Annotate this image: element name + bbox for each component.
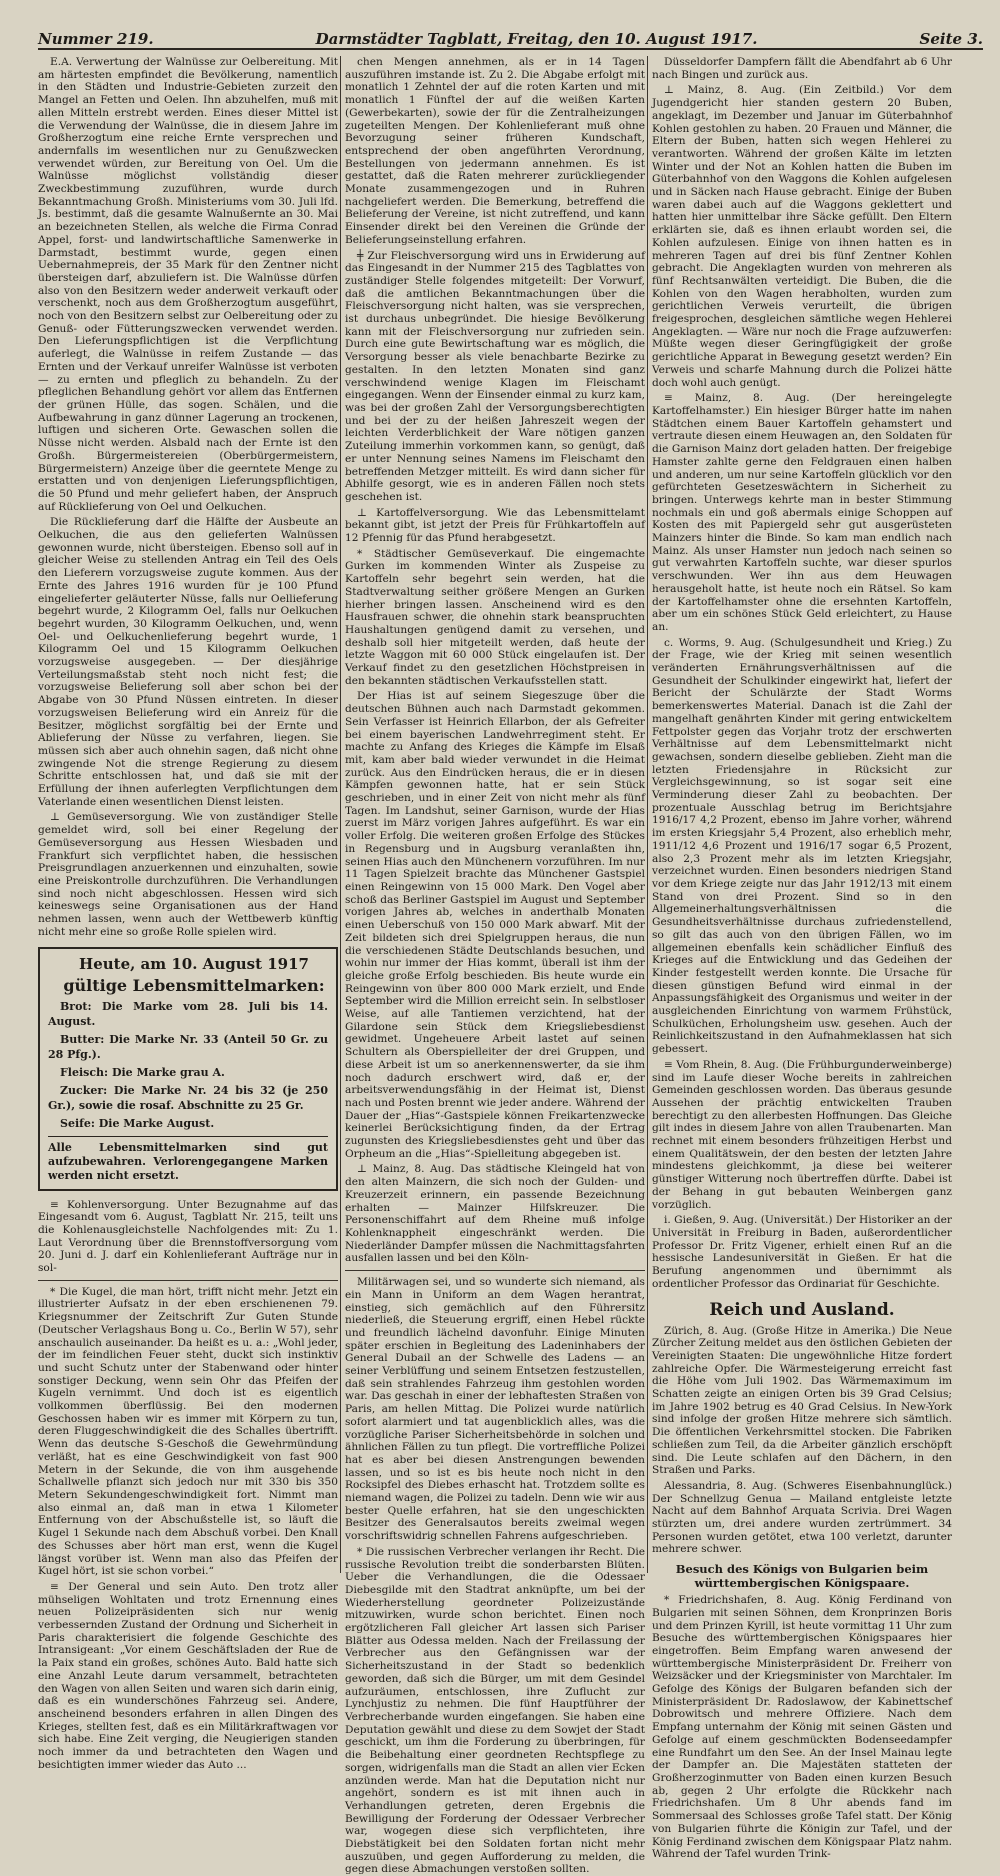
column-rule: [647, 56, 648, 1573]
box-row-fleisch: Fleisch: Die Marke grau A.: [60, 1065, 225, 1079]
divider: [38, 1280, 338, 1281]
article-vegetables: ⊥ Gemüseversorgung. Wie von zuständiger Stelle gemeldet wird, soll bei einer Regelung der Gemüseversorgung aus Hessen Wiesbaden und Frankfurt sich verpflichtet haben, die hessischen Preisgrundlagen anzuerkennen und einzuhalten, sowie eine Preiskontrolle durchzuführen. Die Verhandlungen sind noch nicht abgeschlossen. Hessen wird sich keineswegs seine Organisationen aus der Hand nehmen lassen, wenn auch der Wettbewerb künftig nicht mehr eine so große Rolle spielen wird.: [38, 811, 338, 938]
article-russian-criminals: * Die russischen Verbrecher verlangen ihr Recht. Die russische Revolution treibt die sonderbarsten Blüten. Ueber die Verhandlungen, die die Odessaer Diebesgilde mit den Stadtrat anknüpfte, um bei der Wiederherstellung geordneter Polizeizustände mitzuwirken, wurde schon berichtet. Einen noch ergötzlicheren Fall gleicher Art lassen sich Pariser Blätter aus Odessa melden. Nach der Freilassung der Verbrecher aus den Gefängnissen war der Sicherheitszustand in der Stadt so bedenklich geworden, daß sich die Bürger, um mit dem Gesindel aufzuräumen, entschlossen, ihre Zuflucht zur Lynchjustiz zu nehmen. Die fünf Hauptführer der Verbrecherbande wurden eingefangen. Sie haben eine Deputation gewählt und diese zu dem Sowjet der Stadt geschickt, um ihm die Forderung zu überbringen, für die Beibehaltung einer geordneten Rechtspflege zu sorgen, widrigenfalls man die Stadt an allen vier Ecken anzünden werde. Man hat die Deputation nicht nur angehört, sondern es ist mit ihnen auch in Verhandlungen getreten, deren Ergebnis die Bewilligung der Forderung der Odessaer Verbrecher war, wogegen diese sich verpflichteten, ihre Diebstätigkeit bei den Soldaten fortan nicht mehr auszuüben, und gegen Aufforderung zu melden, die gegen diese Abmachungen verstoßen sollten.: [345, 1545, 645, 1876]
article-walnuts: E.A. Verwertung der Walnüsse zur Oelbereitung. Mit am härtesten empfindet die Bevölkerung, namentlich in den Städten und Industrie-Gebieten zurzeit den Mangel an Fetten und Oelen. Ihn abzuhelfen, muß mit allen Mitteln erstrebt werden. Eines dieser Mittel ist die Verwendung der Walnüsse, die in diesem Jahre im Großherzogtum eine reiche Ernte versprechen und andernfalls im wesentlichen nur zu Genußzwecken verwendet würden, zur Bereitung von Oel. Um die Walnüsse möglichst vollständig dieser Zweckbestimmung zuzuführen, wurde durch Bekanntmachung Großh. Ministeriums vom 30. Juli lfd. Js. bestimmt, daß die gesamte Walnußernte an 30. Mai an bezeichneten Stellen, als welche die Firma Conrad Appel, forst- und landwirtschaftliche Samenwerke in Darmstadt, bestimmt wurde, gegen einen Uebernahmepreis, der 35 Mark für den Zentner nicht übersteigen darf, abzuliefern ist. Die Walnüsse dürfen also von den Besitzern weder anderweit verkauft oder verschenkt, noch aus dem Großherzogtum ausgeführt, noch von den Besitzern selbst zur Oelbereitung oder zu Genuß- oder Fütterungszwecken verwendet werden. Den Lieferungspflichtigen ist die Verpflichtung auferlegt, die Walnüsse in reifem Zustande — das Ernten und der Verkauf unreifer Walnüsse ist verboten — zu ernten und pfleglich zu behandeln. Zu der pfleglichen Behandlung gehört vor allem das Entfernen der grünen Hülle, das sogen. Schälen, und die Aufbewahrung in ganz dünner Lagerung an trockenen, luftigen und sicheren Orte. Gewaschen sollen die Nüsse nicht werden. Alsbald nach der Ernte ist den Großh. Bürgermeistereien (Oberbürgermeistern, Bürgermeistern) Anzeige über die geerntete Menge zu erstatten und von denjenigen Lieferungspflichtigen, die 50 Pfund und mehr geliefert haben, der Anspruch auf Rücklieferung von Oel und Oelkuchen.: [38, 56, 338, 513]
article-bulgarian-king: * Friedrichshafen, 8. Aug. König Ferdinand von Bulgarien mit seinen Söhnen, dem Kronprinzen Boris und dem Prinzen Kyrill, ist heute vormittag 11 Uhr zum Besuche des württembergischen Königspaares hier eingetroffen. Beim Empfang waren anwesend der württembergische Ministerpräsident Dr. Freiherr von Weizsäcker und der Kriegsminister von Marchtaler. Im Gefolge des Königs der Bulgaren befanden sich der Ministerpräsident Dr. Radoslawow, der Kabinettschef Dobrowitsch und mehrere Offiziere. Nach dem Empfang unternahm der König mit seinen Gästen und Gefolge auf einem geschmückten Bodenseedampfer eine Rundfahrt um den See. An der Insel Mainau legte der Dampfer an. Die Majestäten statteten der Großherzoginmutter von Baden einen kurzen Besuch ab, gegen 2 Uhr erfolgte die Rückkehr nach Friedrichshafen. Um 8 Uhr abends fand im Sommersaal des Schlosses große Tafel statt. Der König von Bulgarien führte die Königin zur Tafel, und der König Ferdinand zwischen dem Königspaar Platz nahm. Während der Tafel wurden Trink-: [652, 1594, 952, 1861]
article-general-auto-cont: Militärwagen sei, und so wunderte sich niemand, als ein Mann in Uniform an dem Wagen herantrat, einstieg, sich gemächlich auf den Führersitz niederließ, die Steuerung ergriff, einen Hebel rückte und freundlich lächelnd davonfuhr. Einige Minuten später erschien in Begleitung des Ladeninhabers der General Dubail an der Schwelle des Ladens — an seiner Verblüffung und seinem Entsetzen festzustellen, daß sein strahlendes Fahrzeug ihm gestohlen worden war. Das geschah in einer der lebhaftesten Straßen von Paris, am hellen Mittag. Die Polizei wurde natürlich sofort alarmiert und tat augenblicklich alles, was die vorzügliche Pariser Sicherheitsbehörde in solchen und ähnlichen Fällen zu tun pflegt. Die vortreffliche Polizei hat es aber bei diesen Anstrengungen bewenden lassen, und so ist es bis heute noch nicht in den Rocksipfel des Diebes erhascht hat. Trotzdem sollte es niemand wagen, die Polizei zu tadeln. Denn wie wir aus bester Quelle erfahren, hat sie den ungeschickten Besitzer des Generalsautos bereits zweimal wegen vorschriftswidrig schnellen Fahrens aufgeschrieben.: [345, 1276, 645, 1543]
column-3: [652, 56, 952, 1861]
masthead: Darmstädter Tagblatt, Freitag, den 10. August 1917.: [315, 30, 758, 48]
article-potato-hamster: ≡ Mainz, 8. Aug. (Der hereingelegte Kartoffelhamster.) Ein hiesiger Bürger hatte im nahen Städtchen einem Bauer Kartoffeln gehamstert und vertraute diesen einem Heuwagen an, den Soldaten für die Garnison Mainz dort geladen hatten. Der freigebige Hamster zahlte gerne den Feldgrauen einen halben und anderen, um nur seine Kartoffeln glücklich vor den gefürchteten Gesetzeswächtern in Sicherheit zu bringen. Unterwegs kehrte man in bester Stimmung nochmals ein und goß abermals einige Schoppen auf Kosten des mit Papiergeld sehr gut ausgerüsteten Mainzers hinter die Binde. So kam man endlich nach Mainz. Als unser Hamster nun jedoch nach seinen so gut verwahrten Kartoffeln suchte, war dieser spurlos verschwunden. Wer ihn aus dem Heuwagen herausgeholt hatte, ist heute noch ein Rätsel. So kam der Kartoffelhamster ohne die ersehnten Kartoffeln, aber um ein schönes Stück Geld erleichtert, zu Hause an.: [652, 392, 952, 633]
article-coal-cont: chen Mengen annehmen, als er in 14 Tagen auszuführen imstande ist. Zu 2. Die Abgabe erfolgt mit monatlich 1 Zehntel der auf die roten Karten und mit monatlich 1 Fünftel der auf die weißen Karten (Gewerbekarten), sowie der für die Zentralheizungen zugeteilten Mengen. Der Kohlenlieferant muß ohne Bevorzugung seiner früheren Kundschaft, entsprechend der oben angeführten Verordnung, Bestellungen von jedermann annehmen. Es ist gestattet, daß die Raten mehrerer zurückliegender Monate zusammengezogen und in Ruhren nachgeliefert werden. Die Bemerkung, betreffend die Belieferung der Vereine, ist nicht zutreffend, und kann Einsender direkt bei den Vereinen die Gründe der Belieferungseinstellung erfahren.: [345, 56, 645, 246]
article-mainz-court: ⊥ Mainz, 8. Aug. (Ein Zeitbild.) Vor dem Jugendgericht hier standen gestern 20 Buben, angeklagt, im Dezember und Januar im Güterbahnhof Kohlen gestohlen zu haben. 20 Frauen und Männer, die Eltern der Buben, hatten sich wegen Hehlerei zu verantworten. Während der großen Kälte im letzten Winter und der Not an Kohlen hatten die Buben im Güterbahnhof von den Waggons die Kohlen aufgelesen und in Säcken nach Hause gebracht. Einige der Buben waren dabei auch auf die Waggons geklettert und hatten hier unmittelbar ihre Säcke gefüllt. Den Eltern erklärten sie, daß es ihnen erlaubt worden sei, die Kohlen aufzulesen. Einige von ihnen hatten es in mehreren Tagen auf drei bis fünf Zentner Kohlen gebracht. Die Angeklagten wurden von mehreren als fünf Rechtsanwälten verteidigt. Die Buben, die die Kohlen von den Wagen herabholten, wurden zum gerichtlichen Verweis verurteilt, die übrigen freigesprochen, desgleichen sämtliche wegen Hehlerei Angeklagten. — Wäre nur noch die Frage aufzuwerfen: Müßte wegen dieser Geringfügigkeit der große gerichtliche Apparat in Bewegung gesetzt werden? Ein Verweis und scharfe Mahnung durch die Polizei hätte doch wohl auch genügt.: [652, 84, 952, 389]
column-1: [38, 56, 338, 1771]
box-row-zucker: Zucker: Die Marke Nr. 24 bis 32 (je 250 Gr.), sowie die rosaf. Abschnitte zu 25 Gr.: [48, 1083, 328, 1112]
article-giessen-university: i. Gießen, 9. Aug. (Universität.) Der Historiker an der Universität in Freiburg in Baden, außerordentlicher Professor Dr. Fritz Vigener, erhielt einen Ruf an die hessische Landesuniversität in Gießen. Er hat die Berufung angenommen und übernimmt als ordentlicher Professor das Ordinariat für Geschichte.: [652, 1214, 952, 1290]
article-hias: Der Hias ist auf seinem Siegeszuge über die deutschen Bühnen auch nach Darmstadt gekommen. Sein Verfasser ist Heinrich Ellarbon, der als Gefreiter bei einem bayerischen Landwehrregiment steht. Er machte zu Anfang des Krieges die Kämpfe im Elsaß mit, kam aber bald wieder verwundet in die Heimat zurück. Aus den Eindrücken heraus, die er in diesen Kämpfen gewonnen hatte, hat er sein Stück geschrieben, und in einer Zeit von nicht mehr als fünf Tagen. Im Landshut, seiner Garnison, wurde der Hias zuerst im März vorigen Jahres aufgeführt. Es war ein voller Erfolg. Die weiteren großen Erfolge des Stückes in Regensburg und in Augsburg veranlaßten ihn, seinen Hias auch den Münchenern vorzuführen. Im nur 11 Tagen Spielzeit brachte das Münchener Gastspiel einen Reingewinn von 15 000 Mark. Den Vogel aber schoß das Berliner Gastspiel im August und September vorigen Jahres ab, welches in anderthalb Monaten einen Ueberschuß von 150 000 Mark abwarf. Mit der Zeit bildeten sich drei Spielgruppen heraus, die nun die verschiedenen Städte Deutschlands besuchen, und wohin nur immer der Hias kommt, überall ist ihm der gleiche große Erfolg beschieden. Bis heute wurde ein Reingewinn von über 800 000 Mark erzielt, und Ende September wird die Million erreicht sein. In selbstloser Weise, auf alle Tantiemen verzichtend, hat der Gilardone sein Stück dem Kriegsliebesdienst gewidmet. Ungeheuere Arbeit lastet auf seinen Schultern als Oberspielleiter der drei Gruppen, und diese Arbeit ist um so anerkennenswerter, da sie ihm noch dadurch erschwert wird, daß er, der arbeitsverwendungsfähig in der Heimat ist, Dienst nach und Posten brennt wie jeder andere. Während der Dauer der „Hias“-Gastspiele können Freikartenzwecke keinerlei Berücksichtigung finden, da der Ertrag zugunsten des Kriegsliebesdienstes geht und über das Orpheum an die „Hias“-Spielleitung abgegeben ist.: [345, 690, 645, 1160]
section-heading: Reich und Ausland.: [709, 1299, 895, 1320]
box-note: Alle Lebensmittelmarken sind gut aufzubewahren. Verlorengegangene Marken werden nicht ersetzt.: [48, 1136, 328, 1183]
box-row-brot: Brot: Die Marke vom 28. Juli bis 14. August.: [48, 999, 328, 1028]
page-header: [38, 26, 983, 50]
subsection-heading: Besuch des Königs von Bulgarien beim württembergischen Königspaare.: [675, 1562, 929, 1591]
box-row-seife: Seife: Die Marke August.: [60, 1116, 215, 1130]
article-heat-america: Zürich, 8. Aug. (Große Hitze in Amerika.) Die Neue Zürcher Zeitung meldet aus den östlichen Gebieten der Vereinigten Staaten: Die ungewöhnliche Hitze fordert zahlreiche Opfer. Die Wärmesteigerung erreicht fast die Höhe vom Juli 1902. Das Wärmemaximum im Schatten zeigte an einigen Orten bis 39 Grad Celsius; im Jahre 1902 betrug es 40 Grad Celsius. In New-York sind infolge der großen Hitze mehrere sich sämtlich. Die öffentlichen Verkehrsmittel stocken. Die Fabriken schließen zum Teil, da die Arbeiter gänzlich erschöpft sind. Die Leute schlafen auf den Dächern, in den Straßen und Parks.: [652, 1324, 952, 1477]
article-potatoes: ⊥ Kartoffelversorgung. Wie das Lebensmittelamt bekannt gibt, ist jetzt der Preis für Frühkartoffeln auf 12 Pfennig für das Pfund herabgesetzt.: [345, 506, 645, 545]
article-city-vegetables: * Städtischer Gemüseverkauf. Die eingemachte Gurken im kommenden Winter als Zuspeise zu Kartoffeln sehr begehrt sein werden, hat die Stadtverwaltung seither größere Mengen an Gurken hierher bringen lassen. Anscheinend wird es den Hausfrauen schwer, die ohnehin stark beanspruchten Haushaltungen genügend damit zu versehen, und deshalb soll hier mitgeteilt werden, daß heute der letzte Waggon mit 60 000 Stück eingelaufen ist. Der Verkauf findet zu den gesetzlichen Höchstpreisen in den bekannten städtischen Verkaufsstellen statt.: [345, 547, 645, 687]
article-general-auto: ≡ Der General und sein Auto. Den trotz aller mühseligen Wohltaten und trotz Ernennung eines neuen Polizeipräsidenten sich nur wenig verbessernden Zustand der Ordnung und Sicherheit in Paris charakterisiert die folgende Geschichte des Intransigeant: „Vor einem Geschäftsladen der Rue de la Paix stand ein großes, schönes Auto. Bald hatte sich eine Anzahl Leute darum versammelt, betrachteten den Wagen von allen Seiten und waren sich darin einig, daß es ein wunderschönes Fahrzeug sei. Andere, anscheinend besonders erfahren in allen Dingen des Krieges, stellten fest, daß es ein Militärkraftwagen vor sich habe. Eine Zeit verging, die Neugierigen standen noch immer da und betrachteten den Wagen und besichtigten immer wieder das Auto ...: [38, 1580, 338, 1771]
article-steamers: Düsseldorfer Dampfern fällt die Abendfahrt ab 6 Uhr nach Bingen und zurück aus.: [652, 56, 952, 81]
article-bullet: * Die Kugel, die man hört, trifft nicht mehr. Jetzt ein illustrierter Aufsatz in der eben erschienenen 79. Kriegsnummer der Zeitschrift Zur Guten Stunde (Deutscher Verlagshaus Bong u. Co., Berlin W 57), sehr anschaulich auseinander. Da heißt es u. a.: „Wohl jeder, der im feindlichen Feuer steht, duckt sich instinktiv und sucht Schutz unter der Stabenwand oder hinter sonstiger Deckung, wenn sein Ohr das Pfeifen der Kugeln vernimmt. Und doch ist es eigentlich vollkommen überflüssig. Bei den modernen Geschossen haben wir es immer mit Körpern zu tun, deren Fluggeschwindigkeit die des Schalles übertrifft. Wenn das deutsche S-Geschoß die Gewehrmündung verläßt, hat es eine Geschwindigkeit von fast 900 Metern in der Sekunde, die von ihm ausgehende Schallwelle pflanzt sich jedoch nur mit 330 bis 350 Metern Sekundengeschwindigkeit fort. Nimmt man also einmal an, daß man in etwa 1 Kilometer Entfernung von der Abschußstelle ist, so läuft die Kugel 1 Sekunde nach dem Abschuß vorbei. Den Knall des Schusses aber hört man erst, wenn die Kugel längst vorüber ist. Wenn man also das Pfeifen der Kugel hört, ist sie schon vorbei.“: [38, 1285, 338, 1578]
divider: [345, 1270, 645, 1271]
issue-number: Nummer 219.: [38, 30, 154, 48]
article-walnuts-cont: Die Rücklieferung darf die Hälfte der Ausbeute an Oelkuchen, die aus den gelieferten Walnüssen gewonnen wurde, nicht übersteigen. Ebenso soll auf in gleicher Weise zu stellenden Antrag ein Teil des Oels den Lieferern vorzugsweise zugute kommen. Aus der Ernte des Jahres 1916 wurden für je 100 Pfund eingelieferter geläuterter Nüsse, falls nur Oellieferung begehrt wurde, 2 Kilogramm Oel, falls nur Oelkuchen begehrt wurden, 30 Kilogramm Oelkuchen, und, wenn Oel- und Oelkuchenlieferung begehrt wurde, 1 Kilogramm Oel und 15 Kilogramm Oelkuchen vorzugsweise ausgegeben. — Der diesjährige Verteilungsmaßstab steht noch nicht fest; die vorzugsweise Belieferung soll aber schon bei der Abgabe von 30 Pfund Nüssen eintreten. In dieser vorzugsweisen Belieferung wird ein Anreiz für die Besitzer, möglichst sorgfältig bei der Ernte und Ablieferung der Nüsse zu verfahren, liegen. Sie müssen sich aber auch ohnehin sagen, daß nicht ohne zwingende Not die strenge Regierung zu diesem Schritte entschlossen hat, und daß sie mit der Erfüllung der ihnen auferlegten Verpflichtungen dem Vaterlande einen wesentlichen Dienst leisten.: [38, 516, 338, 808]
box-title: Heute, am 10. August 1917: [79, 954, 309, 973]
ration-card-box: [38, 947, 338, 1191]
article-mainz-coins: ⊥ Mainz, 8. Aug. Das städtische Kleingeld hat von den alten Mainzern, die sich noch der Gulden- und Kreuzerzeit erinnern, ein passende Bezeichnung erhalten — Mainzer Hilfskreuzer. Die Personenschiffahrt auf dem Rheine muß infolge Kohlenknappheit eingeschränkt werden. Die Niederländer Dampfer müssen die Nachmittagsfahrten ausfallen lassen und bei den Köln-: [345, 1163, 645, 1265]
article-rhine-vineyards: ≡ Vom Rhein, 8. Aug. (Die Frühburgunderweinberge) sind im Laufe dieser Woche bereits in zahlreichen Gemeinden geschlossen worden. Das überaus gesunde Aussehen der prächtig entwickelten Trauben berechtigt zu den allerbesten Hoffnungen. Das Gleiche gilt indes in diesem Jahre von allen Traubenarten. Man rechnet mit einem besonders frühzeitigen Herbst und einem Qualitätswein, der den besten der letzten Jahre mindestens gleichkommt, ja diese bei weiterer günstiger Witterung noch übertreffen dürfte. Dabei ist der Behang in gut bebauten Weinbergen ganz vorzüglich.: [652, 1058, 952, 1211]
article-worms-schools: c. Worms, 9. Aug. (Schulgesundheit und Krieg.) Zu der Frage, wie der Krieg mit seinen wesentlich veränderten Ernährungsverhältnissen auf die Gesundheit der Schulkinder eingewirkt hat, liefert der Bericht der Schulärzte der Stadt Worms bemerkenswertes Material. Danach ist die Zahl der mangelhaft genährten Kinder mit gering entwickeltem Fettpolster gegen das Vorjahr trotz der erschwerten Verhältnisse auf dem Lebensmittelmarkt nicht gewachsen, sondern dieselbe geblieben. Zieht man die letzten Friedensjahre in Rücksicht zur Vergleichsgewinnung, so ist sogar seit eine Verminderung dieser Zahl zu beobachten. Der prozentuale Ausschlag betrug im Berichtsjahre 1916/17 4,2 Prozent, ebenso im Jahre vorher, während im ersten Kriegsjahr 5,4 Prozent, also erheblich mehr, 1911/12 4,6 Prozent und 1916/17 sogar 6,5 Prozent, also 2,3 Prozent mehr als im letzten Kriegsjahr, verzeichnet wurden. Einen besonders niedrigen Stand vor dem Kriege zeigte nur das Jahr 1912/13 mit einem Stand von drei Prozent. Sind so in den Allgemeinerhaltungsverhältnissen die Gesundheitsverhältnisse durchaus zufriedenstellend, so gilt das auch von den übrigen Fällen, wo im allgemeinen ebenfalls kein schädlicher Einfluß des Krieges auf die Entwicklung und das Gedeihen der Kinder festgestellt werden konnte. Die Ursache für diesen günstigen Befund wird einmal in der Anpassungsfähigkeit des Organismus und weiter in der ausgleichenden Einrichtung von warmem Frühstück, Schulküchen, Erholungsheim usw. gesehen. Auch der Reinlichkeitszustand in den Aufnahmeklassen hat sich gebessert.: [652, 636, 952, 1056]
article-meat: ╪ Zur Fleischversorgung wird uns in Erwiderung auf das Eingesandt in der Nummer 215 des Tagblattes von zuständiger Stelle folgendes mitgeteilt: Der Vorwurf, daß die amtlichen Bekanntmachungen über die Fleischversorgung nicht halten, was sie versprechen, ist durchaus unbegründet. Die hiesige Bevölkerung kann mit der Fleischversorgung nur zufrieden sein. Durch eine gute Bewirtschaftung war es möglich, die Versorgung besser als viele benachbarte Bezirke zu gestalten. In den letzten Monaten sind ganz verschwindend wenige Klagen im Fleischamt eingegangen. Wenn der Einsender einmal zu kurz kam, was bei der großen Zahl der Versorgungsberechtigten und bei der zu der heißen Jahreszeit wegen der leichten Verderblichkeit der Ware nötigen ganzen Zuteilung immerhin vorkommen kann, so genügt, daß er unter Nennung seines Namens im Fleischamt den betreffenden Metzger mitteilt. Es wird dann sicher für Abhilfe gesorgt, wie es in anderen Fällen noch stets geschehen ist.: [345, 249, 645, 503]
page-number: Seite 3.: [919, 30, 983, 48]
box-subtitle: gültige Lebensmittelmarken:: [63, 975, 325, 995]
article-coal: ≡ Kohlenversorgung. Unter Bezugnahme auf das Eingesandt vom 6. August, Tagblatt Nr. 215, teilt uns die Kohlenausgleichstelle Nachfolgendes mit: Zu 1. Laut Verordnung über die Brennstoffversorgung vom 20. Juni d. J. darf ein Kohlenlieferant Aufträge nur in sol-: [38, 1198, 338, 1275]
column-rule: [340, 56, 341, 1573]
box-row-butter: Butter: Die Marke Nr. 33 (Anteil 50 Gr. zu 28 Pfg.).: [48, 1032, 328, 1061]
article-train-accident: Alessandria, 8. Aug. (Schweres Eisenbahnunglück.) Der Schnellzug Genua — Mailand entgleiste letzte Nacht auf dem Bahnhof Arquata Scrivia. Drei Wagen stürzten um, drei andere wurden zertrümmert. 34 Personen wurden getötet, etwa 100 verletzt, darunter mehrere schwer.: [652, 1479, 952, 1556]
column-2: [345, 56, 645, 1876]
